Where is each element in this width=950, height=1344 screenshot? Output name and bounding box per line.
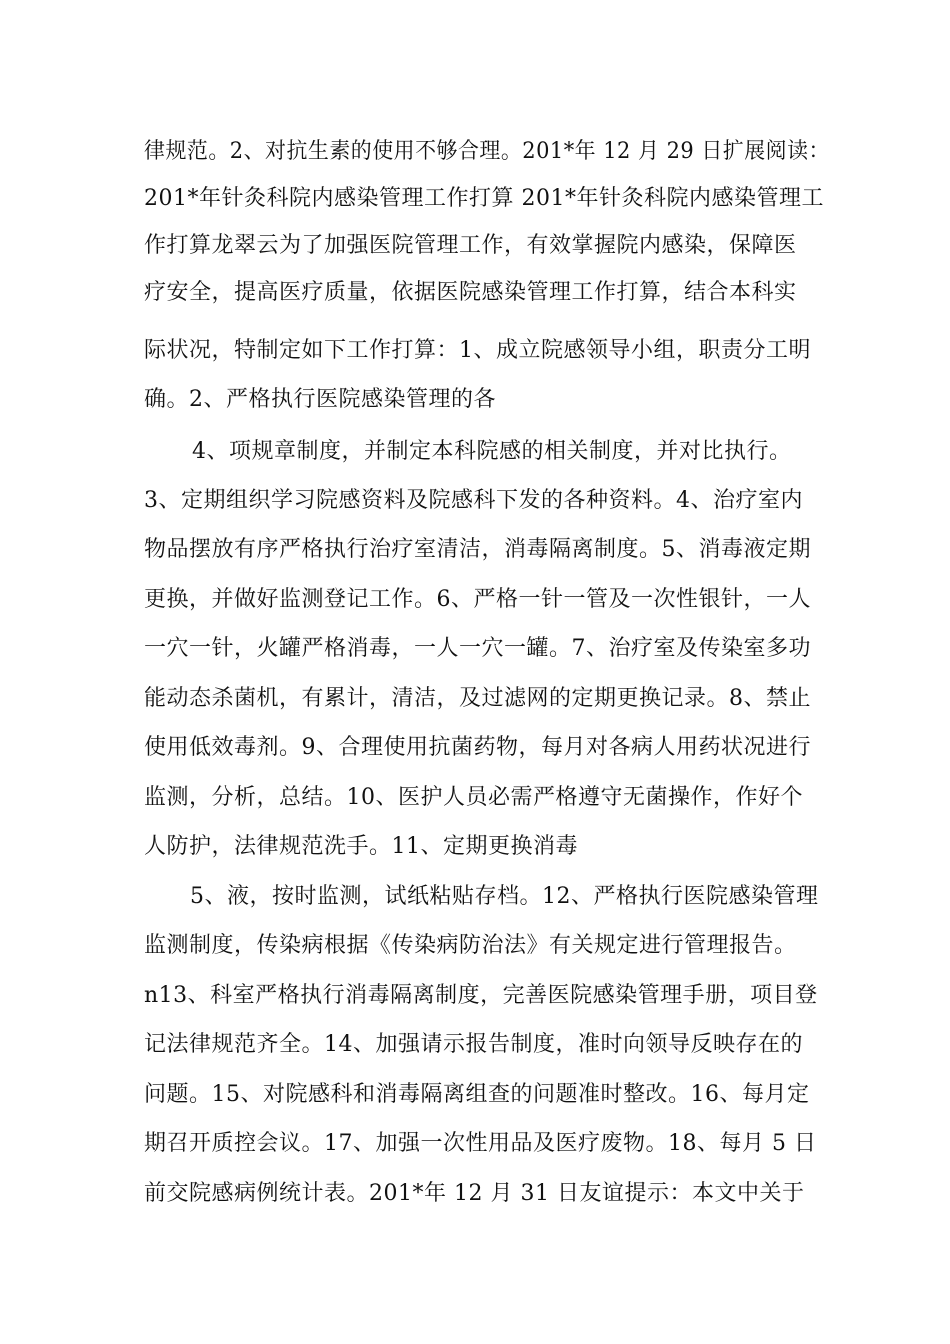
text-line: 5、液，按时监测，试纸粘贴存档。12、严格执行医院感染管理 [190, 884, 819, 909]
text-line: 4、项规章制度，并制定本科院感的相关制度，并对比执行。 [192, 439, 792, 464]
text-line: 201*年针灸科院内感染管理工作打算 201*年针灸科院内感染管理工 [144, 186, 824, 211]
text-line: 3、定期组织学习院感资料及院感科下发的各种资料。4、治疗室内 [144, 488, 803, 513]
text-line: 能动态杀菌机，有累计，清洁，及过滤网的定期更换记录。8、禁止 [144, 686, 811, 711]
text-line: 律规范。2、对抗生素的使用不够合理。201*年 12 月 29 日扩展阅读： [144, 139, 830, 164]
text-line: 期召开质控会议。17、加强一次性用品及医疗废物。18、每月 5 日 [144, 1131, 817, 1156]
text-line: 确。2、严格执行医院感染管理的各 [144, 387, 496, 412]
text-line: 际状况，特制定如下工作打算：1、成立院感领导小组，职责分工明 [144, 338, 811, 363]
text-line: 疗安全，提高医疗质量，依据医院感染管理工作打算，结合本科实 [144, 280, 797, 305]
text-line: 物品摆放有序严格执行治疗室清洁，消毒隔离制度。5、消毒液定期 [144, 537, 811, 562]
text-line: 作打算龙翠云为了加强医院管理工作，有效掌握院内感染，保障医 [144, 233, 797, 258]
text-line: 使用低效毒剂。9、合理使用抗菌药物，每月对各病人用药状况进行 [144, 735, 811, 760]
text-line: 更换，并做好监测登记工作。6、严格一针一管及一次性银针，一人 [144, 587, 811, 612]
text-line: 记法律规范齐全。14、加强请示报告制度，准时向领导反映存在的 [144, 1032, 803, 1057]
text-line: 监测，分析，总结。10、医护人员必需严格遵守无菌操作，作好个 [144, 785, 803, 810]
text-line: 监测制度，传染病根据《传染病防治法》有关规定进行管理报告。 [144, 933, 797, 958]
text-line: 人防护，法律规范洗手。11、定期更换消毒 [144, 834, 578, 859]
text-line: n13、科室严格执行消毒隔离制度，完善医院感染管理手册，项目登 [144, 983, 818, 1008]
text-line: 问题。15、对院感科和消毒隔离组查的问题准时整改。16、每月定 [144, 1082, 810, 1107]
text-line: 前交院感病例统计表。201*年 12 月 31 日友谊提示：本文中关于 [144, 1181, 805, 1206]
text-line: 一穴一针，火罐严格消毒，一人一穴一罐。7、治疗室及传染室多功 [144, 636, 811, 661]
